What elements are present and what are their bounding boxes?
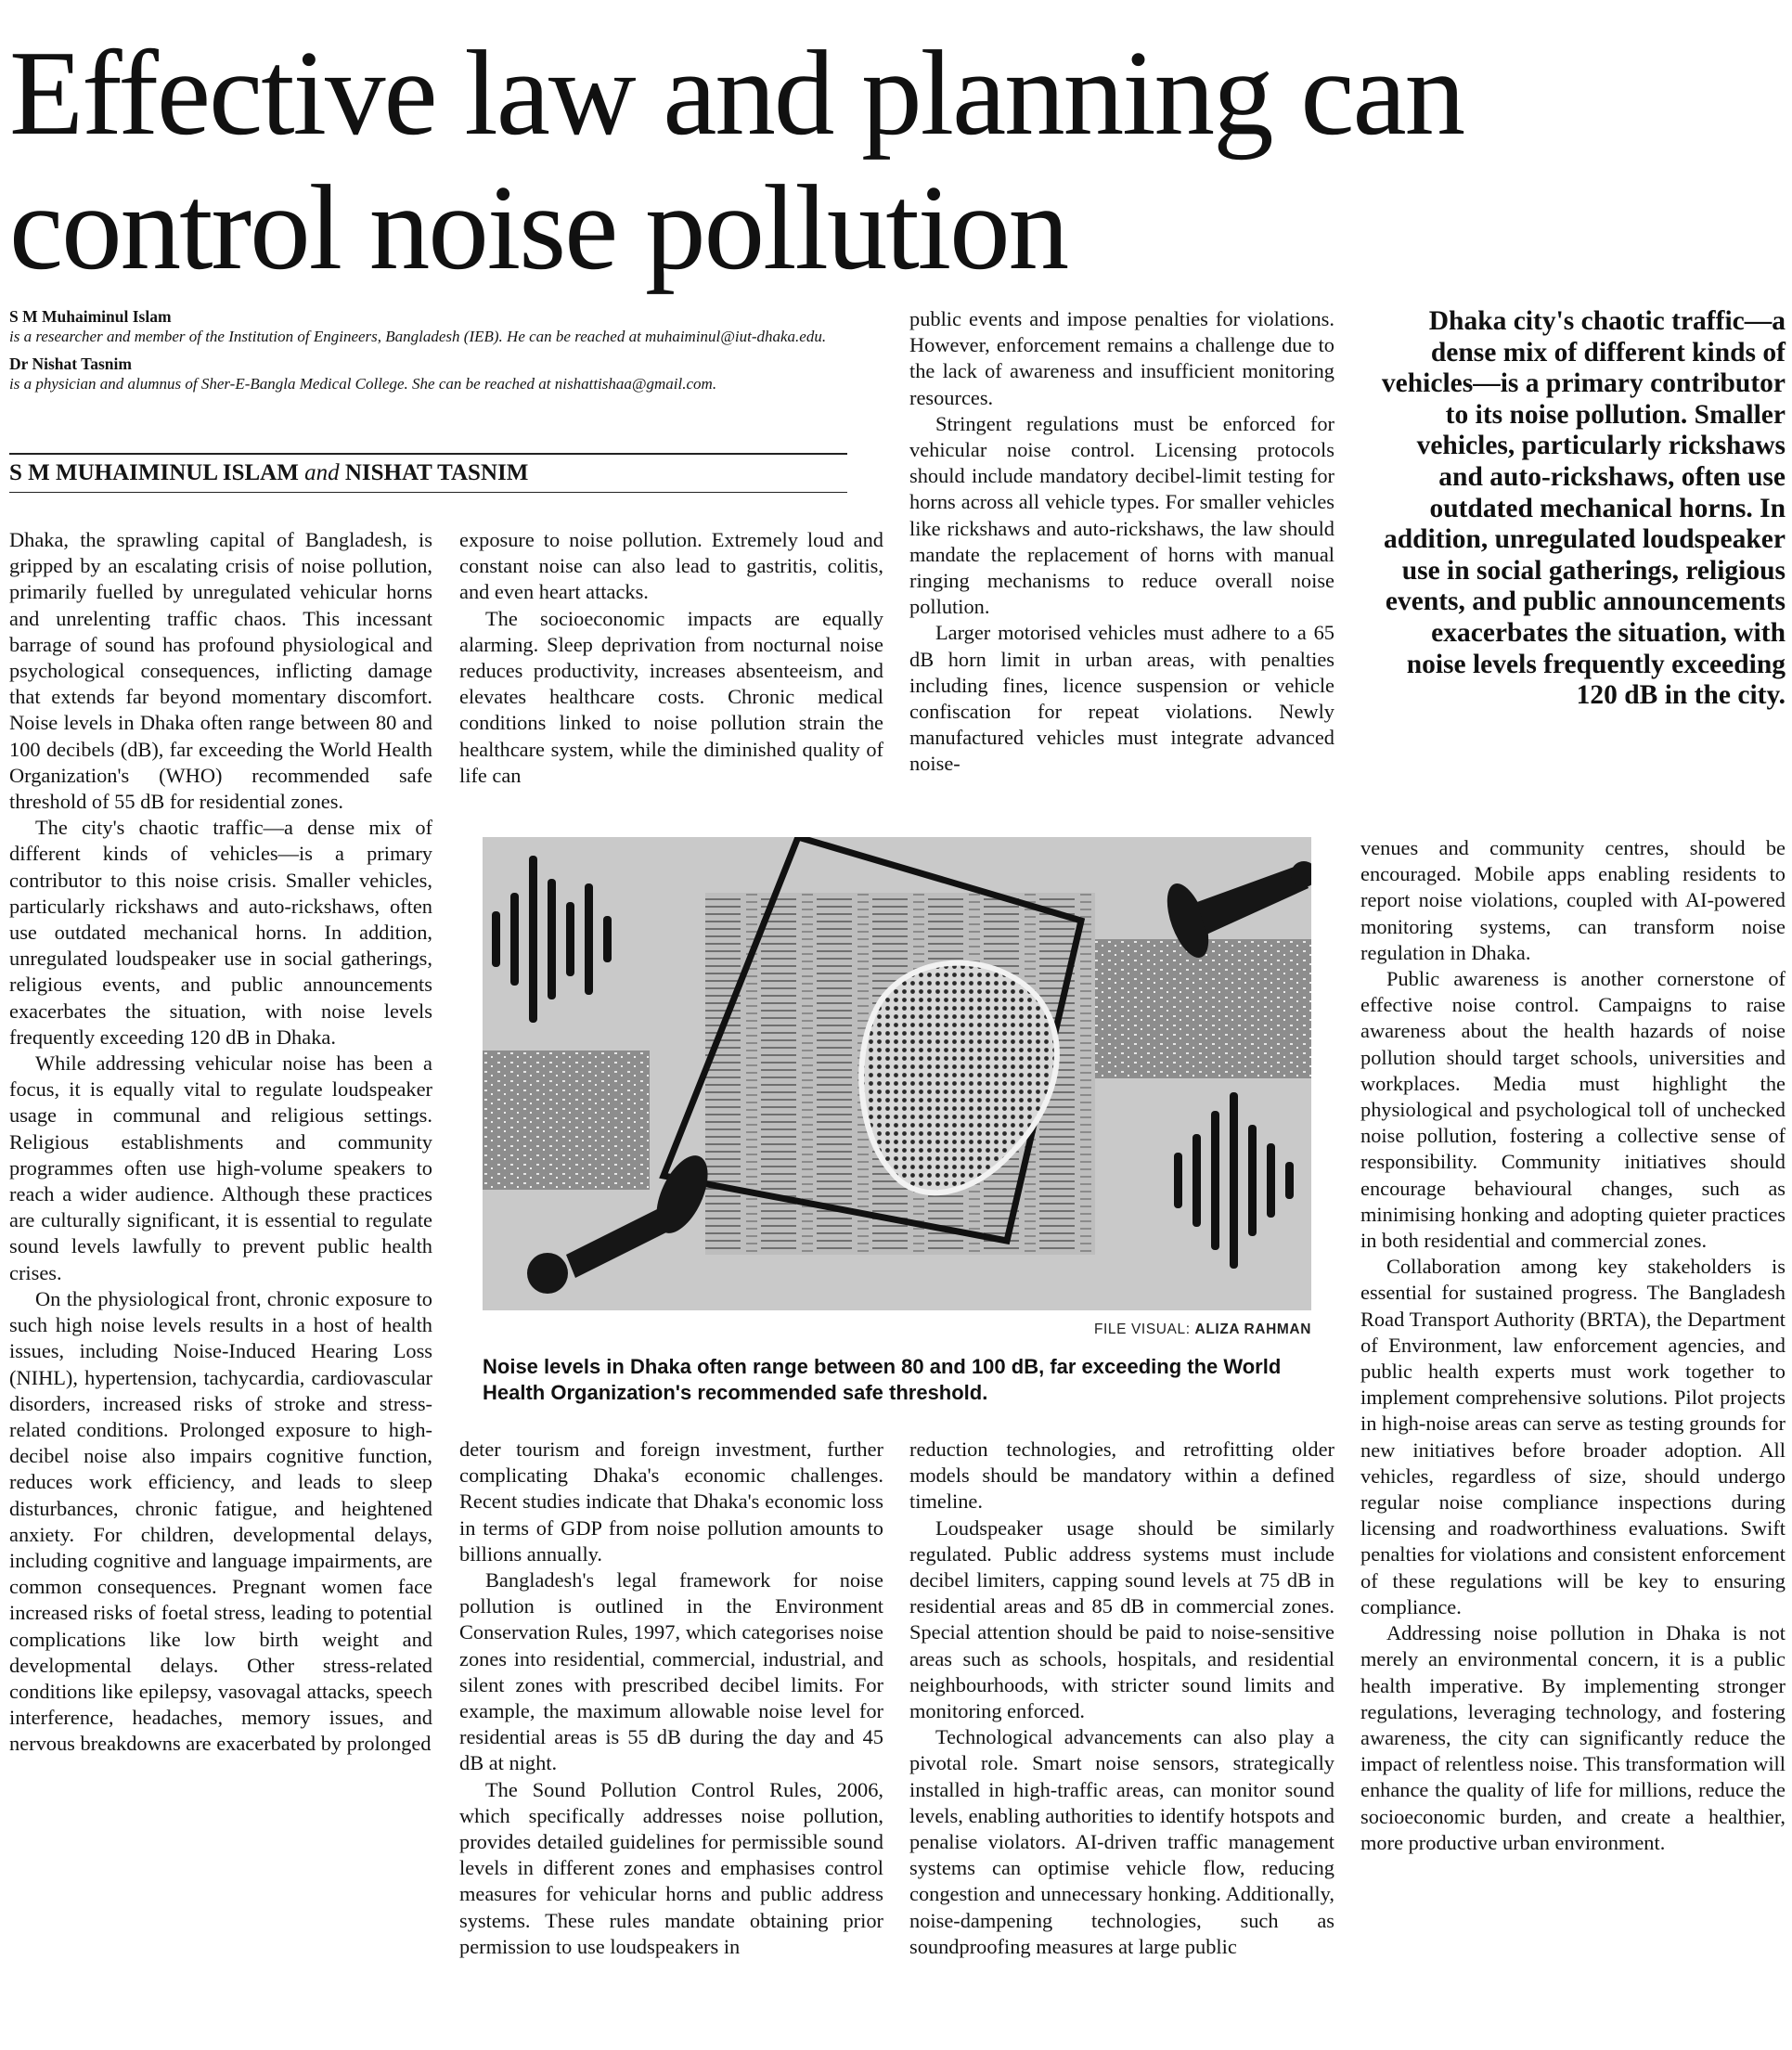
paragraph: Technological advancements can also play a pivotal role. Smart noise sensors, strategically installed in high-traffic areas, can monitor sound levels, enabling authorities to identify hotspots and penalise violators. AI-driven traffic management systems can optimise vehicle flow, reducing congestion and unnecessary honking. Additionally, noise-dampening technologies, such as soundproofing measures at large public [909, 1725, 1334, 1958]
paragraph: While addressing vehicular noise has been a focus, it is equally vital to regulate loudspeaker usage in communal and religious settings. Religious establishments and community programmes often use high-volume speakers to reach a wider audience. Although these practices are culturally significant, it is essential to regulate sound levels lawfully to prevent public health crises. [9, 1051, 432, 1284]
paragraph: The Sound Pollution Control Rules, 2006, which specifically addresses noise pollution, provides detailed guidelines for permissible sound levels in different zones and emphasises control measures for vehicular horns and public address systems. These rules mandate obtaining prior permission to use loudspeakers in [459, 1777, 883, 1958]
image-credit [483, 1322, 1311, 1338]
pull-quote: Dhaka city's chaotic traffic—a dense mix of different kinds of vehicles—is a primary contributor to its noise pollution. Smaller vehicles, particularly rickshaws and auto-rickshaws, often use outdated mechanical horns. In addition, unregulated loudspeaker use in social gatherings, religious events, and public announcements exacerbates the situation, with noise levels frequently exceeding 120 dB in the city. [1381, 306, 1786, 711]
headline [9, 26, 1587, 295]
author-2-bio: is a physician and alumnus of Sher-E-Bangla Medical College. She can be reached at nishattishaa@gmail.com. [9, 375, 717, 393]
noise-illustration [483, 837, 1311, 1310]
byline-top-rule [9, 453, 847, 455]
byline-connector: and [304, 460, 340, 485]
author-notes [9, 306, 896, 401]
paragraph: Bangladesh's legal framework for noise pollution is outlined in the Environment Conservation Rules, 1997, which categorises noise zones into residential, commercial, industrial, and silent zones with prescribed decibel limits. For example, the maximum allowable noise level for residential areas is 55 dB during the day and 45 dB at night. [459, 1568, 883, 1775]
byline-author-2: NISHAT TASNIM [344, 460, 529, 485]
byline [9, 458, 847, 488]
article-column-4 [1360, 835, 1786, 2045]
byline-bottom-rule [9, 492, 847, 493]
author-2-name: Dr Nishat Tasnim [9, 355, 132, 373]
article-column-1 [9, 527, 432, 2045]
article-column-3-top [909, 306, 1334, 822]
paragraph: Stringent regulations must be enforced for vehicular noise control. Licensing protocols should include mandatory decibel-limit testing for horns across all vehicle types. For smaller vehicles like rickshaws and auto-rickshaws, the law should mandate the replacement of horns with manual ringing mechanisms to reduce overall noise pollution. [909, 411, 1334, 619]
author-1-name: S M Muhaiminul Islam [9, 307, 172, 326]
paragraph: On the physiological front, chronic exposure to such high noise levels results in a host of health issues, including Noise-Induced Hearing Loss (NIHL), hypertension, tachycardia, cardiovascular disorders, increased risks of stroke and stress-related conditions. Prolonged exposure to high-decibel noise also impairs cognitive function, reduces work efficiency, and leads to sleep disturbances, chronic fatigue, and heightened anxiety. For children, developmental delays, including cognitive and language impairments, are common consequences. Pregnant women face increased risks of foetal stress, leading to potential complications like low birth weight and developmental delays. Other stress-related conditions like epilepsy, vasovagal attacks, speech interference, headaches, memory issues, and nervous breakdowns are exacerbated by prolonged [9, 1286, 432, 1756]
paragraph: deter tourism and foreign investment, further complicating Dhaka's economic challenges. Recent studies indicate that Dhaka's economic loss in terms of GDP from noise pollution amounts to billions annually. [459, 1438, 883, 1566]
author-1-bio: is a researcher and member of the Institution of Engineers, Bangladesh (IEB). He can be reached at muhaiminul@iut-dhaka.edu. [9, 328, 827, 345]
image-caption: Noise levels in Dhaka often range between 80 and 100 dB, far exceeding the World Health Organization's recommended safe threshold. [483, 1355, 1282, 1404]
headline-line-2: control noise pollution [9, 161, 1068, 295]
paragraph: venues and community centres, should be encouraged. Mobile apps enabling residents to report noise violations, coupled with AI-powered monitoring systems, can transform noise regulation in Dhaka. [1360, 836, 1786, 964]
paragraph: Public awareness is another cornerstone of effective noise control. Campaigns to raise awareness about the health hazards of noise pollution should target schools, universities and workplaces. Media must highlight the physiological and psychological toll of unchecked noise pollution, fostering a collective sense of responsibility. Community initiatives should encourage behavioural changes, such as minimising honking and adopting quieter practices in both residential and commercial zones. [1360, 967, 1786, 1253]
speckle-band-left [483, 1051, 650, 1190]
headline-line-1: Effective law and planning can [9, 26, 1464, 161]
paragraph: Loudspeaker usage should be similarly regulated. Public address systems must include decibel limiters, capping sound levels at 75 dB in residential areas and 85 dB in commercial zones. Special attention should be paid to noise-sensitive areas such as schools, hospitals, and residential neighbourhoods, with stricter sound limits and monitoring enforced. [909, 1515, 1334, 1723]
paragraph: Dhaka, the sprawling capital of Bangladesh, is gripped by an escalating crisis of noise pollution, primarily fuelled by unregulated vehicular horns and unrelenting traffic chaos. This incessant barrage of sound has profound physiological and psychological consequences, inflicting damage that extends far beyond momentary discomfort. Noise levels in Dhaka often range between 80 and 100 decibels (dB), far exceeding the World Health Organization's (WHO) recommended safe threshold of 55 dB for residential zones. [9, 528, 432, 814]
paragraph: Addressing noise pollution in Dhaka is not merely an environmental concern, it is a public health imperative. By implementing stronger regulations, leveraging technology, and fostering awareness, the city can significantly reduce the impact of relentless noise. This transformation will enhance the quality of life for millions, reduce the socioeconomic burden, and create a healthier, more productive urban environment. [1360, 1621, 1786, 1854]
speckle-band-right [1086, 939, 1311, 1078]
article-column-2-top [459, 527, 883, 822]
credit-name: ALIZA RAHMAN [1194, 1322, 1311, 1337]
paragraph: The city's chaotic traffic—a dense mix of different kinds of vehicles—is a primary contributor to this noise crisis. Smaller vehicles, particularly rickshaws and auto-rickshaws, often use outdated mechanical horns. In addition, unregulated loudspeaker use in social gatherings, religious events, and public announcements exacerbates the situation, with noise levels frequently exceeding 120 dB in Dhaka. [9, 816, 432, 1049]
paragraph: The socioeconomic impacts are equally alarming. Sleep deprivation from nocturnal noise reduces productivity, increases absenteeism, and elevates healthcare costs. Chronic medical conditions linked to noise pollution strain the healthcare system, while the diminished quality of life can [459, 606, 883, 787]
paragraph: reduction technologies, and retrofitting older models should be mandatory within a defined timeline. [909, 1438, 1334, 1514]
article-column-2-bottom [459, 1437, 883, 2045]
paragraph: Collaboration among key stakeholders is essential for sustained progress. The Bangladesh Road Transport Authority (BRTA), the Department of Environment, law enforcement agencies, and public health experts must work together to implement comprehensive solutions. Pilot projects in high-noise areas can serve as testing grounds for new initiatives before broader adoption. All vehicles, regardless of size, should undergo regular noise compliance inspections during licensing and roadworthiness evaluations. Swift penalties for violations and consistent enforcement of these regulations will be key to ensuring compliance. [1360, 1255, 1786, 1618]
paragraph: Larger motorised vehicles must adhere to a 65 dB horn limit in urban areas, with penalties including fines, licence suspension or vehicle confiscation for repeat violations. Newly manufactured vehicles must integrate advanced noise- [909, 621, 1334, 776]
credit-label: FILE VISUAL: [1093, 1322, 1191, 1337]
paragraph: exposure to noise pollution. Extremely loud and constant noise can also lead to gastritis, colitis, and even heart attacks. [459, 528, 883, 604]
article-column-3-bottom [909, 1437, 1334, 2045]
paragraph: public events and impose penalties for violations. However, enforcement remains a challenge due to the lack of awareness and insufficient monitoring resources. [909, 307, 1334, 409]
byline-author-1: S M MUHAIMINUL ISLAM [9, 460, 299, 485]
